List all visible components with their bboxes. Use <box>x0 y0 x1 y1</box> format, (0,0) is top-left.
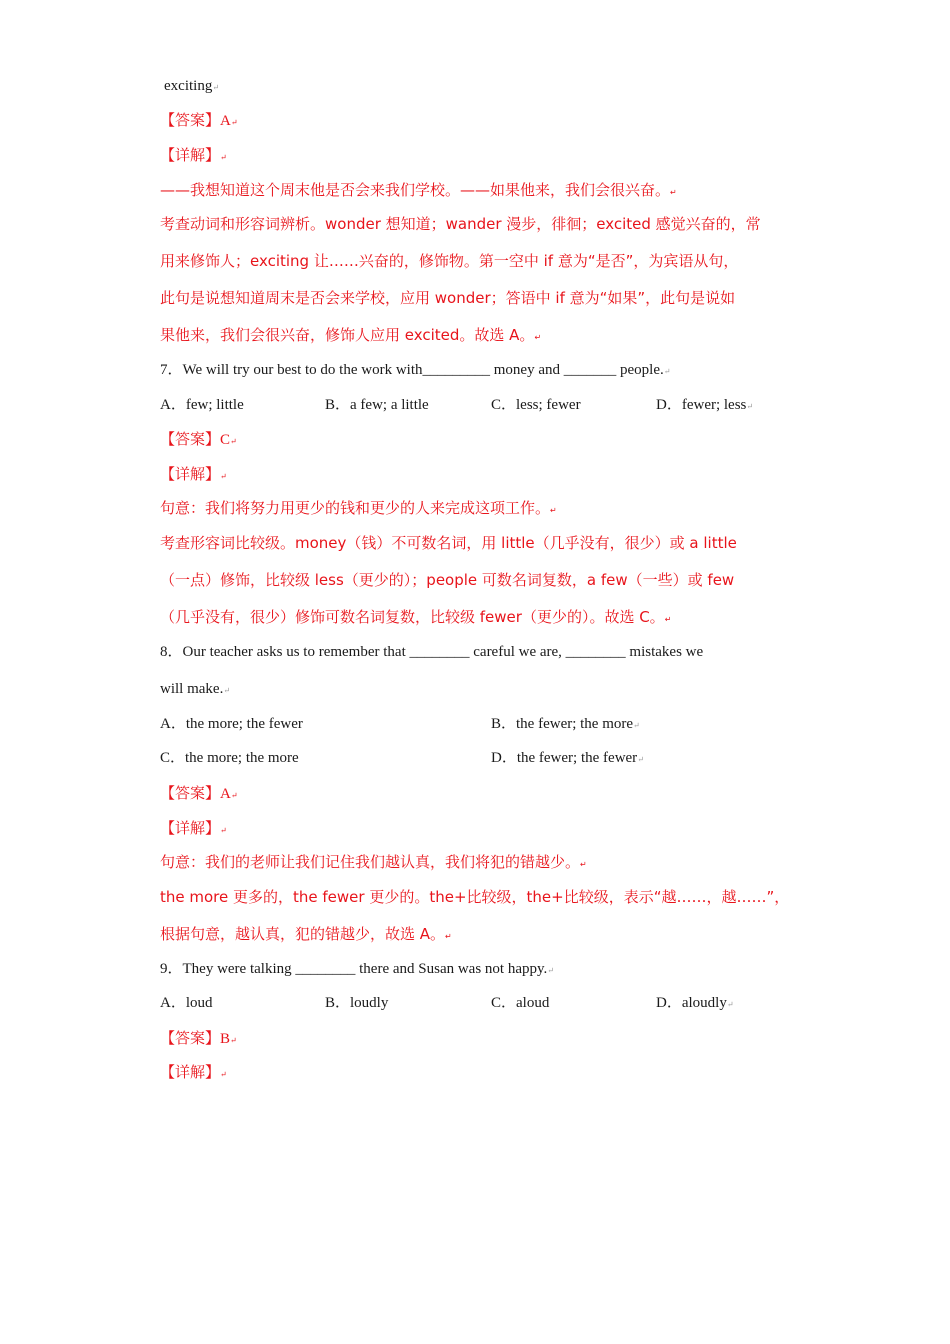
q7-option-a: A．few; little <box>160 397 244 413</box>
q6-stem-tail: exciting↵ <box>164 78 220 94</box>
q6-answer: 【答案】A↵ <box>160 111 238 129</box>
q8-detail-label: 【详解】↵ <box>160 819 227 837</box>
q8-option-a: A．the more; the fewer <box>160 716 303 732</box>
q8-option-b: B．the fewer; the more↵ <box>491 716 640 732</box>
q6-explanation-line: 此句是说想知道周末是否会来学校，应用 wonder；答语中 if 意为“如果”，此句是说如 <box>160 289 736 307</box>
q8-explanation-line: 根据句意，越认真，犯的错越少，故选 A。↵ <box>160 925 452 943</box>
q9-stem: 9．They were talking ________ there and Susan was not happy.↵ <box>160 961 554 977</box>
q8-stem-line: 8．Our teacher asks us to remember that ________ careful we are, ________ mistakes we <box>160 644 704 660</box>
q7-option-d: D．fewer; less↵ <box>656 397 754 413</box>
q8-explanation-line: 句意：我们的老师让我们记住我们越认真，我们将犯的错越少。↵ <box>160 853 587 871</box>
q7-explanation-line: 句意：我们将努力用更少的钱和更少的人来完成这项工作。↵ <box>160 499 557 517</box>
q9-option-c: C．aloud <box>491 995 550 1011</box>
q9-answer: 【答案】B↵ <box>160 1029 237 1047</box>
q7-option-b: B．a few; a little <box>325 397 429 413</box>
q7-explanation-line: 考查形容词比较级。money（钱）不可数名词，用 little（几乎没有，很少）或 a little <box>160 534 737 552</box>
q7-explanation-line: （几乎没有，很少）修饰可数名词复数，比较级 fewer（更少的）。故选 C。↵ <box>160 608 672 626</box>
q7-stem: 7．We will try our best to do the work with_________ money and _______ people.↵ <box>160 362 671 378</box>
q6-explanation-line: ——我想知道这个周末他是否会来我们学校。——如果他来，我们会很兴奋。↵ <box>160 181 677 199</box>
q7-explanation-line: （一点）修饰，比较级 less（更少的）；people 可数名词复数，a few（一些）或 few <box>160 571 735 589</box>
q8-answer: 【答案】A↵ <box>160 784 238 802</box>
q7-detail-label: 【详解】↵ <box>160 465 227 483</box>
q6-explanation-line: 用来修饰人；exciting 让……兴奋的，修饰物。第一空中 if 意为“是否”，为宾语从句， <box>160 252 739 270</box>
q6-explanation-line: 考查动词和形容词辨析。wonder 想知道；wander 漫步，徘徊；excited 感觉兴奋的，常 <box>160 215 761 233</box>
q8-explanation-line: the more 更多的，the fewer 更少的。the+比较级，the+比较级，表示“越……，越……”， <box>160 888 790 906</box>
q9-detail-label: 【详解】↵ <box>160 1063 227 1081</box>
q9-option-b: B．loudly <box>325 995 389 1011</box>
q8-option-c: C．the more; the more <box>160 750 299 766</box>
q9-option-d: D．aloudly↵ <box>656 995 734 1011</box>
q7-answer: 【答案】C↵ <box>160 430 237 448</box>
q9-option-a: A．loud <box>160 995 213 1011</box>
q7-option-c: C．less; fewer <box>491 397 581 413</box>
q6-explanation-line: 果他来，我们会很兴奋，修饰人应用 excited。故选 A。↵ <box>160 326 542 344</box>
q8-option-d: D．the fewer; the fewer↵ <box>491 750 644 766</box>
q8-stem-line: will make.↵ <box>160 681 231 697</box>
q6-detail-label: 【详解】↵ <box>160 146 227 164</box>
